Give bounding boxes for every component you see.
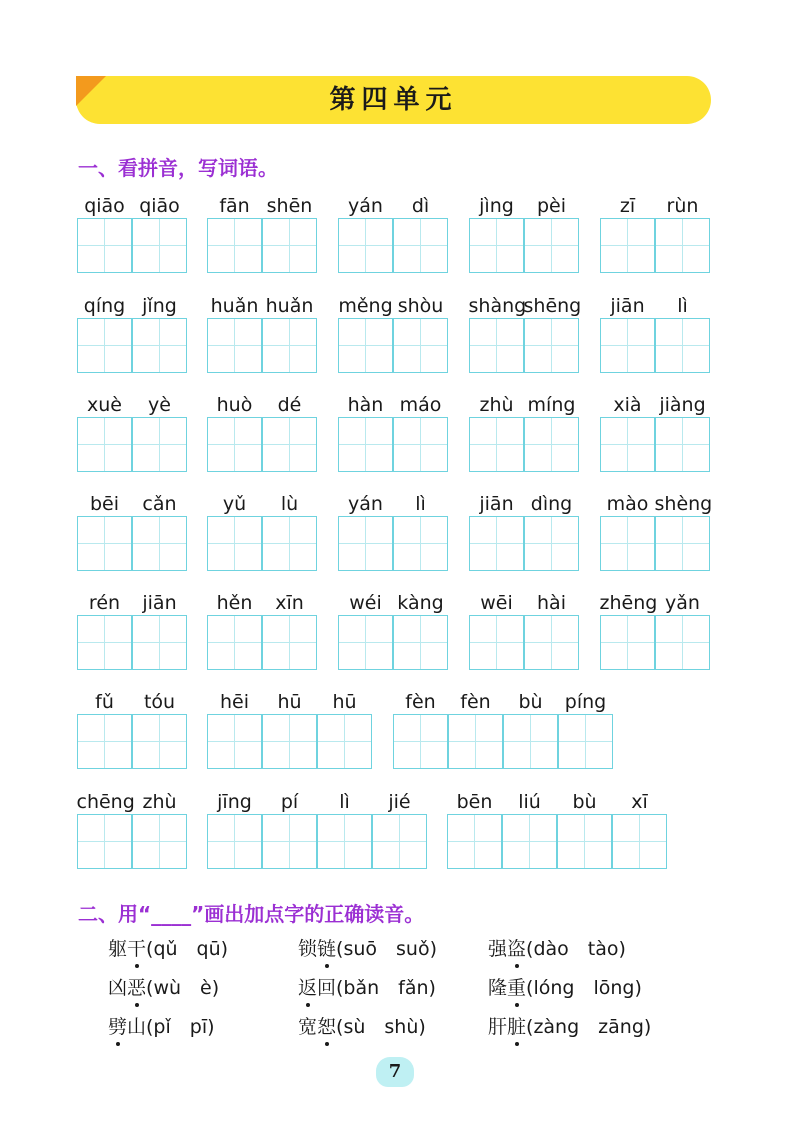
- pinyin-label: dì: [411, 195, 430, 217]
- writing-cell[interactable]: [524, 417, 579, 472]
- pinyin-label: rén: [88, 592, 121, 614]
- pinyin-label: fèn: [460, 691, 491, 713]
- pinyin-label: lì: [415, 493, 426, 515]
- pinyin-label: jiàng: [659, 394, 706, 416]
- writing-cell[interactable]: [600, 615, 655, 670]
- writing-cell[interactable]: [600, 516, 655, 571]
- writing-cell[interactable]: [393, 714, 448, 769]
- page-number: 7: [388, 1061, 402, 1082]
- pinyin-label: fān: [219, 195, 250, 217]
- writing-cell[interactable]: [600, 417, 655, 472]
- writing-cell[interactable]: [338, 218, 393, 273]
- writing-cell[interactable]: [77, 516, 132, 571]
- writing-cell[interactable]: [132, 615, 187, 670]
- pinyin-label: xīn: [275, 592, 304, 614]
- pinyin-label: fǔ: [95, 691, 114, 713]
- reading-choice-item: [488, 973, 642, 1000]
- reading-choice-item: [298, 1012, 426, 1039]
- reading-choice-item: [488, 934, 626, 961]
- writing-cell[interactable]: [207, 615, 262, 670]
- word-prefix: 躯: [108, 938, 128, 960]
- writing-cell[interactable]: [262, 218, 317, 273]
- writing-cell[interactable]: [469, 615, 524, 670]
- writing-cell[interactable]: [317, 714, 372, 769]
- pinyin-options[interactable]: 回(bǎn fǎn): [317, 977, 436, 999]
- writing-cell[interactable]: [393, 516, 448, 571]
- writing-cell[interactable]: [132, 417, 187, 472]
- writing-cell[interactable]: [338, 615, 393, 670]
- writing-cell[interactable]: [338, 318, 393, 373]
- writing-cell[interactable]: [262, 318, 317, 373]
- pinyin-label: zhēng: [599, 592, 658, 614]
- pinyin-label: jiān: [610, 295, 645, 317]
- writing-cell[interactable]: [469, 218, 524, 273]
- pinyin-label: huǎn: [210, 295, 259, 317]
- pinyin-options[interactable]: 山(pǐ pī): [127, 1016, 215, 1038]
- pinyin-label: bù: [518, 691, 543, 713]
- writing-cell[interactable]: [655, 615, 710, 670]
- pinyin-label: yán: [348, 195, 383, 217]
- writing-cell[interactable]: [372, 814, 427, 869]
- pinyin-label: wéi: [349, 592, 382, 614]
- writing-cell[interactable]: [77, 814, 132, 869]
- pinyin-label: fèn: [405, 691, 436, 713]
- writing-cell[interactable]: [502, 814, 557, 869]
- writing-cell[interactable]: [393, 417, 448, 472]
- writing-cell[interactable]: [207, 318, 262, 373]
- pinyin-label: jǐng: [142, 295, 177, 317]
- writing-cell[interactable]: [262, 516, 317, 571]
- dotted-character: 重: [507, 973, 526, 1000]
- pinyin-label: píng: [564, 691, 607, 713]
- writing-cell[interactable]: [503, 714, 558, 769]
- pinyin-label: tóu: [143, 691, 176, 713]
- writing-cell[interactable]: [207, 218, 262, 273]
- pinyin-label: huǎn: [265, 295, 314, 317]
- pinyin-label: hài: [537, 592, 566, 614]
- pinyin-label: shàng: [468, 295, 527, 317]
- pinyin-label: máo: [399, 394, 442, 416]
- pinyin-label: rùn: [666, 195, 699, 217]
- pinyin-label: bēn: [456, 791, 493, 813]
- pinyin-label: měng: [338, 295, 393, 317]
- pinyin-label: qiāo: [139, 195, 180, 217]
- section2-title: 二、用“____”画出加点字的正确读音。: [78, 902, 425, 926]
- writing-cell[interactable]: [655, 218, 710, 273]
- pinyin-label: jié: [388, 791, 411, 813]
- reading-choice-item: [298, 934, 437, 961]
- pinyin-label: jiān: [479, 493, 514, 515]
- pinyin-label: kàng: [397, 592, 444, 614]
- pinyin-label: dé: [277, 394, 302, 416]
- writing-cell[interactable]: [655, 516, 710, 571]
- dotted-character: 恶: [127, 973, 146, 1000]
- unit-title: 第四单元: [329, 85, 458, 115]
- dotted-character: 盗: [507, 934, 526, 961]
- pinyin-label: chēng: [76, 791, 135, 813]
- writing-cell[interactable]: [207, 714, 262, 769]
- pinyin-label: shòu: [397, 295, 444, 317]
- writing-cell[interactable]: [262, 615, 317, 670]
- pinyin-label: bù: [572, 791, 597, 813]
- dotted-character: 链: [317, 934, 336, 961]
- page-number-badge: [376, 1057, 414, 1087]
- pinyin-label: jīng: [217, 791, 252, 813]
- pinyin-label: xuè: [87, 394, 122, 416]
- pinyin-label: shèng: [654, 493, 713, 515]
- writing-cell[interactable]: [557, 814, 612, 869]
- writing-cell[interactable]: [338, 516, 393, 571]
- reading-choice-item: [108, 934, 228, 961]
- writing-cell[interactable]: [132, 218, 187, 273]
- pinyin-label: míng: [527, 394, 576, 416]
- pinyin-label: zī: [619, 195, 636, 217]
- pinyin-options[interactable]: (lóng lōng): [526, 977, 642, 999]
- writing-cell[interactable]: [77, 714, 132, 769]
- pinyin-label: wēi: [480, 592, 513, 614]
- writing-cell[interactable]: [132, 714, 187, 769]
- writing-cell[interactable]: [469, 318, 524, 373]
- pinyin-label: yǔ: [222, 493, 247, 515]
- word-prefix: 宽: [298, 1016, 318, 1038]
- unit-banner: [76, 76, 711, 124]
- pinyin-options[interactable]: (sù shù): [336, 1016, 426, 1038]
- pinyin-label: xià: [613, 394, 642, 416]
- pinyin-label: hěn: [216, 592, 253, 614]
- pinyin-label: hàn: [347, 394, 384, 416]
- pinyin-label: bēi: [89, 493, 120, 515]
- dotted-character: 干: [127, 934, 146, 961]
- pinyin-label: hēi: [219, 691, 249, 713]
- word-prefix: 隆: [488, 977, 508, 999]
- pinyin-label: yè: [148, 394, 171, 416]
- pinyin-label: dìng: [530, 493, 573, 515]
- word-prefix: 肝: [488, 1016, 508, 1038]
- pinyin-label: zhù: [142, 791, 177, 813]
- section1-title: 一、看拼音，写词语。: [78, 156, 278, 180]
- writing-cell[interactable]: [524, 516, 579, 571]
- pinyin-label: zhù: [479, 394, 514, 416]
- pinyin-label: qiāo: [84, 195, 125, 217]
- dotted-character: 恕: [317, 1012, 336, 1039]
- banner-corner-decoration: [76, 76, 106, 106]
- word-prefix: 锁: [298, 938, 318, 960]
- writing-cell[interactable]: [524, 218, 579, 273]
- writing-cell[interactable]: [469, 516, 524, 571]
- reading-choice-item: [108, 973, 219, 1000]
- writing-cell[interactable]: [77, 318, 132, 373]
- pinyin-label: yǎn: [665, 592, 700, 614]
- writing-cell[interactable]: [524, 615, 579, 670]
- writing-cell[interactable]: [207, 814, 262, 869]
- writing-cell[interactable]: [524, 318, 579, 373]
- dotted-character: 劈: [108, 1012, 127, 1039]
- writing-cell[interactable]: [77, 218, 132, 273]
- writing-cell[interactable]: [77, 417, 132, 472]
- pinyin-label: liú: [518, 791, 541, 813]
- writing-cell[interactable]: [393, 218, 448, 273]
- writing-cell[interactable]: [77, 615, 132, 670]
- writing-cell[interactable]: [207, 417, 262, 472]
- pinyin-label: xī: [631, 791, 648, 813]
- pinyin-label: mào: [606, 493, 649, 515]
- writing-cell[interactable]: [132, 814, 187, 869]
- writing-cell[interactable]: [393, 615, 448, 670]
- writing-cell[interactable]: [655, 318, 710, 373]
- writing-cell[interactable]: [447, 814, 502, 869]
- pinyin-label: shēng: [523, 295, 582, 317]
- pinyin-options[interactable]: (qǔ qū): [146, 938, 229, 960]
- writing-cell[interactable]: [132, 516, 187, 571]
- dotted-character: 脏: [507, 1012, 526, 1039]
- writing-cell[interactable]: [655, 417, 710, 472]
- writing-cell[interactable]: [600, 218, 655, 273]
- pinyin-label: pí: [280, 791, 299, 813]
- pinyin-options[interactable]: (dào tào): [526, 938, 626, 960]
- reading-choice-item: [488, 1012, 651, 1039]
- writing-cell[interactable]: [262, 417, 317, 472]
- pinyin-label: cǎn: [142, 493, 177, 515]
- pinyin-options[interactable]: (wù è): [146, 977, 220, 999]
- pinyin-label: lù: [280, 493, 299, 515]
- pinyin-label: hū: [277, 691, 302, 713]
- pinyin-label: jìng: [479, 195, 514, 217]
- word-prefix: 强: [488, 938, 508, 960]
- writing-cell[interactable]: [558, 714, 613, 769]
- writing-cell[interactable]: [393, 318, 448, 373]
- writing-cell[interactable]: [317, 814, 372, 869]
- pinyin-label: jiān: [142, 592, 177, 614]
- writing-cell[interactable]: [207, 516, 262, 571]
- pinyin-label: yán: [348, 493, 383, 515]
- pinyin-label: shēn: [266, 195, 313, 217]
- pinyin-label: hū: [332, 691, 357, 713]
- writing-cell[interactable]: [132, 318, 187, 373]
- pinyin-label: pèi: [536, 195, 567, 217]
- pinyin-options[interactable]: (suō suǒ): [336, 938, 437, 960]
- pinyin-label: qíng: [83, 295, 126, 317]
- word-prefix: 凶: [108, 977, 128, 999]
- writing-cell[interactable]: [338, 417, 393, 472]
- pinyin-label: lì: [339, 791, 350, 813]
- writing-cell[interactable]: [262, 714, 317, 769]
- writing-cell[interactable]: [262, 814, 317, 869]
- pinyin-label: lì: [677, 295, 688, 317]
- writing-cell[interactable]: [448, 714, 503, 769]
- writing-cell[interactable]: [600, 318, 655, 373]
- writing-cell[interactable]: [469, 417, 524, 472]
- dotted-character: 返: [298, 973, 317, 1000]
- reading-choice-item: [108, 1012, 215, 1039]
- pinyin-options[interactable]: (zàng zāng): [526, 1016, 652, 1038]
- reading-choice-item: [298, 973, 436, 1000]
- writing-cell[interactable]: [612, 814, 667, 869]
- pinyin-label: huò: [216, 394, 253, 416]
